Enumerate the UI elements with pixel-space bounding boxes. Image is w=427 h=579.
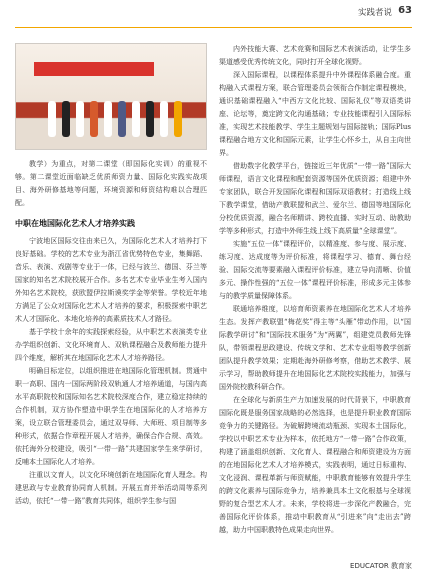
- section-heading: 中职在地国际化艺术人才培养实践: [15, 219, 135, 228]
- left-column: [15, 43, 207, 508]
- right-column: [219, 43, 411, 537]
- left-para-4: 明确目标定位，以组织推进在地国际化管理机制。贯通中职一高职、国内一国际两阶段双轨通人才培养通道，与国内高水平高职院校和国际知名艺术院校深度合作，建立稳定持续的合作机制，双方协作塑造中职学生在地国际化的人才培养方案，设立联合管理委员会，通过双导师、大师班、项目制等多种形式，依据合作章程开展人才培养，确保合作合规、高效。依托海外分校建设，吸引“一带一路”共建国家学生来学研讨，反哺本土国际化人才培养。: [15, 367, 207, 466]
- left-para-1: 教学）为重点，对第二课堂（即国际化实训）的重视不够。第二课堂近面临缺乏优质师资力量、国际化实践实战项目、海外研修基地等问题，环境资源和师资结构难以合理匹配。: [15, 160, 207, 207]
- group-photo: [15, 43, 207, 150]
- right-para-4: 实施“五位一体”课程评价，以精准度、参与度、展示度、练习度、达成度等为评价标准，将课程学习、德育、舞台经验、国际交流等要素融入课程评价标准，建立导向清晰、价值多元、操作性强的“五位一体”课程评价标准，形成多元主体参与的教学质量保障体系。: [219, 240, 411, 300]
- left-para-2: 宁波地区国际交往由来已久，为国际化艺术人才培养打下良好基础。学校的艺术专业为浙江省优势特色专业，集舞蹈、音乐、表演、戏剧等专业于一体，已经与波兰、德国、芬兰等国家的知名艺术院校展开合作。多名艺术专业毕业生考入国内外知名艺术院校，获欧盟伊拉斯谟奖学金等荣誉。学校近年地方满足了公众对国际化艺术人才培养的要求，积极探索中职艺术人才国际化、本地化培养的高素质技术人才路径。: [15, 237, 207, 323]
- right-para-6: 在全球化与新质生产力加速发展的时代背景下，中职教育国际化既是服务国家战略的必然选择，也是提升职业教育国际竞争力的关键路径。为破解跨境流动瓶颈、实现本土国际化，学校以中职艺术专业为样本，依托地方“一带一路”合作政策，构建了涵盖组织创新、文化育人、课程融合和师资建设为方面的在地国际化艺术人才培养模式，实践表明，通过日标重构、文化浸润、课程革新与师资赋能，中职教育能够有效提升学生的跨文化素养与国际竞争力，培养兼具本土文化根基与全球视野的复合型艺术人才。未来，学校将进一步深化产教融合，完善国际化评价体系，推动中职教育从“引进来”向“走出去”跨越，助力中国职教特色成果走向世界。: [219, 396, 411, 534]
- photo-banner: [34, 62, 154, 76]
- left-para-3: 基于学校十余年的实践探索经验，从中职艺术表演类专业办学组织创新、文化环境育人、双轨课程融合及教师能力提升四个维度，解析其在地国际化艺术人才培养路径。: [15, 328, 207, 362]
- page-header: [0, 0, 427, 30]
- right-para-1: 内外技能大赛、艺术竞赛和国际艺术表演活动，让学生多渠道感受优秀传统文化，同时打开全球化视野。: [219, 45, 411, 66]
- right-para-2: 深入国际课程，以课程体系提升中外课程体系融合度。重构融入式课程方案，联合管理委员会领衔合作制定课程模块，通识基础课程融入“中西方文化比较、国际礼仪”等双语类讲座、论坛等，奠定跨文化沟通基础；专业技能课程引入国际标准，实现艺术技能教学、学生主题规划与国际接轨；国际Plus课程融合地方文化和国际元素，让学生心怀乡土，从自主向世界。: [219, 71, 411, 157]
- left-para-5: 注重以文育人，以文化环境创新在地国际化育人理念。构建思政与专业教育协同育人机制。开展五育并举活动周等系列活动，依托“一带一路”教育共同体，组织学生参与国: [15, 471, 207, 505]
- section-label: 实践者说: [357, 8, 392, 18]
- header-rule: [15, 27, 412, 28]
- footer-brand-en: EDUCATOR: [350, 562, 389, 570]
- footer-brand-cn: 教育家: [391, 562, 412, 570]
- page-number: 63: [398, 5, 412, 16]
- right-para-5: 联通培养维度，以培育师资素养在地国际化艺术人才培养生态。发挥产教联盟“梅花奖”得主等“头雁”带动作用，以“国际教学研讨”和“国际技术服务”为“两翼”，组建党员教师先锋队，带领课程思政建设、传统文学和、艺术专业组等教学创新团队提升教学效果；定期赴海外研修考察，借助艺术教学、展示学习，帮助教师提升在地国际化艺术院校实践能力，加强与国外院校教科研合作。: [219, 305, 411, 391]
- right-para-3: 借助数字化教学平台，链接近三年优质“一带一路”国际大师课程，语言文化课程和配套资源等国外优质资源；组建中外专家团队，联合开发国际化课程和国际双语教材；打造线上线下教学课堂，借助产教联盟和武兰、爱尔兰、德国等地国际化分校优质资源，融合名师精讲、跨校直播、实时互动、助教助学等多种形式，打造中外师生线上线下高质量“全球课堂”。: [219, 162, 411, 235]
- footer: [350, 561, 412, 571]
